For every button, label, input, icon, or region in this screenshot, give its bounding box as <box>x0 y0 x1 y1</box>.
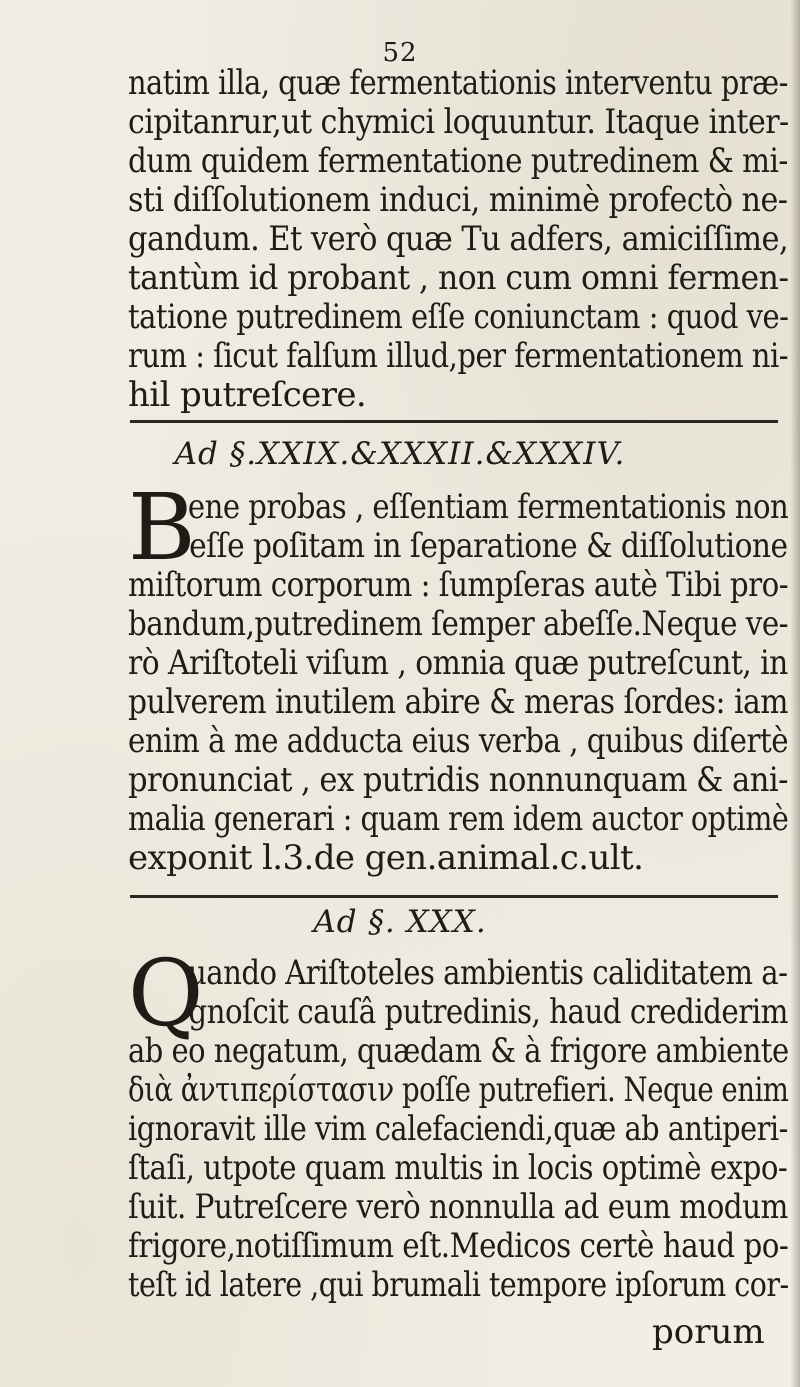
drop-cap: Q <box>128 940 204 1047</box>
text-line: rò Ariſtoteli viſum , omnia quæ putreſcunt, in <box>128 643 788 683</box>
text-line: ſuit. Putreſcere verò nonnulla ad eum modum <box>128 1187 788 1227</box>
page-number: 52 <box>382 38 418 68</box>
text-line: malia generari : quam rem idem auctor optimè <box>128 799 789 839</box>
text-line: bandum,putredinem ſemper abeſſe.Neque ve- <box>128 604 789 644</box>
text-line: dum quidem fermentatione putredinem & mi- <box>128 141 788 181</box>
section-rule <box>130 420 778 423</box>
paragraph-continuation <box>128 64 788 415</box>
catchword: porum <box>652 1312 765 1352</box>
text-line: natim illa, quæ fermentationis interventu præ- <box>128 63 788 103</box>
text-line: ene probas , eſſentiam fermentationis non <box>187 487 789 527</box>
section-rule <box>130 895 778 898</box>
text-line: gandum. Et verò quæ Tu adfers, amiciſſime, <box>128 219 789 259</box>
page-spine-shadow <box>790 0 800 1387</box>
text-line: enim à me adducta eius verba , quibus diſertè <box>128 721 789 761</box>
drop-cap: B <box>128 474 196 581</box>
text-line: ab eo negatum, quædam & à frigore ambiente <box>128 1031 789 1071</box>
text-line: teſt id latere ,qui brumali tempore ipſorum cor- <box>128 1265 789 1305</box>
section-paragraph <box>128 474 789 878</box>
text-line: gnoſcit cauſâ putredinis, haud crediderim <box>188 992 788 1032</box>
text-line: tantùm id probant , non cum omni fermen- <box>128 258 789 298</box>
text-line: uando Ariſtoteles ambientis caliditatem a- <box>187 953 788 993</box>
text-line: ſtaſi, utpote quam multis in locis optimè expo- <box>128 1148 788 1188</box>
text-line: ignoravit ille vim calefaciendi,quæ ab antiperi- <box>128 1109 788 1149</box>
text-line: hil putreſcere. <box>128 375 367 415</box>
text-line: eſſe poſitam in ſeparatione & diſſolutione <box>189 526 788 566</box>
section-heading: Ad §.XXIX.&XXXII.&XXXIV. <box>174 436 626 472</box>
section-heading: Ad §. XXX. <box>313 904 487 940</box>
text-line: sti diſſolutionem induci, minimè profectò ne- <box>128 180 788 220</box>
text-line: rum : ſicut falſum illud,per fermentationem ni- <box>128 336 789 376</box>
text-line: exponit l.3.de gen.animal.c.ult. <box>128 838 644 878</box>
text-line: miſtorum corporum : ſumpſeras autè Tibi pro- <box>128 565 789 605</box>
section-paragraph <box>128 940 789 1305</box>
text-line: frigore,notiſſimum eſt.Medicos certè haud po- <box>128 1226 789 1266</box>
text-line: pulverem inutilem abire & meras ſordes: iam <box>128 682 788 722</box>
text-line: pronunciat , ex putridis nonnunquam & ani- <box>128 760 788 800</box>
text-line: cipitanrur,ut chymici loquuntur. Itaque inter- <box>128 102 789 142</box>
text-line: tatione putredinem eſſe coniunctam : quod ve- <box>128 297 789 337</box>
text-line: διὰ ἀντιπερίστασιν poſſe putrefieri. Neque enim <box>128 1070 789 1110</box>
